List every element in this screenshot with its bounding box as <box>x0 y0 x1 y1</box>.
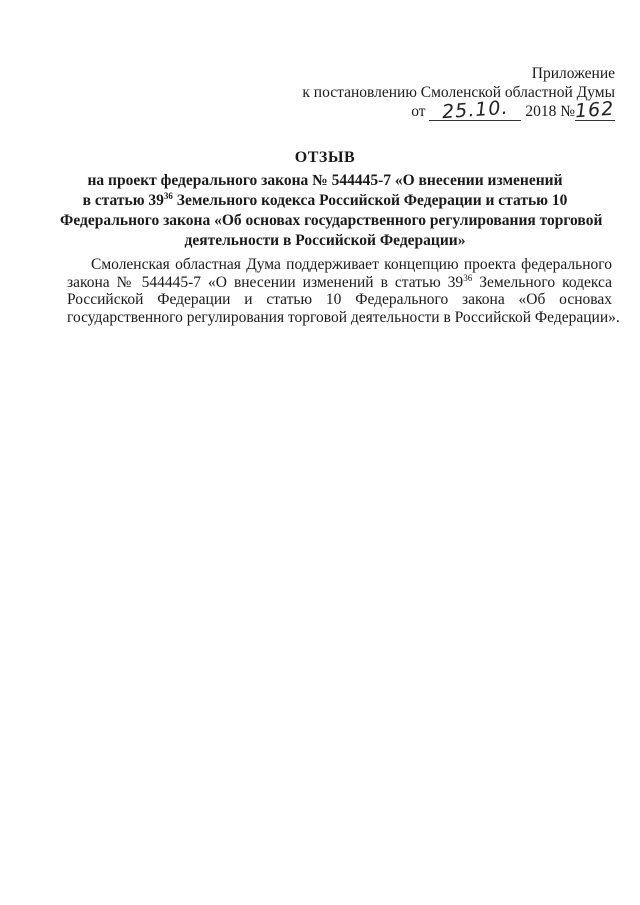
title-line-2-start: в статью 39 <box>82 192 164 209</box>
title-superscript: 36 <box>163 191 173 201</box>
body-line-2 <box>67 274 612 292</box>
doc-number-field <box>574 97 616 123</box>
title-line-4: деятельности в Российской Федерации» <box>184 232 466 249</box>
title-line-2-end: Земельного кодекса Российской Федерации и статью 10 <box>172 192 568 209</box>
body-line-3: Российской Федерации и статью 10 Федерального закона «Об основах <box>67 291 612 308</box>
body-paragraph <box>67 256 620 326</box>
body-line-4: государственного регулирования торговой деятельности в Российской Федерации». <box>67 308 620 326</box>
title-heading: ОТЗЫВ <box>294 149 356 166</box>
date-number-line <box>195 96 616 124</box>
title-line-3: Федерального закона «Об основах государственного регулирования торговой <box>60 212 603 229</box>
resolution-reference: к постановлению Смоленской областной Думы <box>302 84 615 101</box>
date-year: 2018 № <box>525 103 575 120</box>
handwritten-doc-number: 162 <box>574 97 616 123</box>
date-prefix: от <box>411 103 426 120</box>
body-line-2-start: закона № 544445-7 «О внесении изменений в статью 39 <box>67 273 464 291</box>
body-line-2-end: Земельного кодекса <box>472 273 612 291</box>
appendix-header <box>195 64 616 124</box>
document-title <box>60 148 603 251</box>
body-line-1: Смоленская областная Дума поддерживает концепцию проекта федерального <box>91 256 612 273</box>
appendix-label: Приложение <box>531 65 615 82</box>
handwritten-date: 25.10. <box>441 96 510 124</box>
title-line-1: на проект федерального закона № 544445-7 «О внесении изменений <box>87 172 563 189</box>
body-superscript: 36 <box>463 272 473 283</box>
title-line-2 <box>60 191 590 211</box>
date-day-month-field <box>429 96 521 124</box>
